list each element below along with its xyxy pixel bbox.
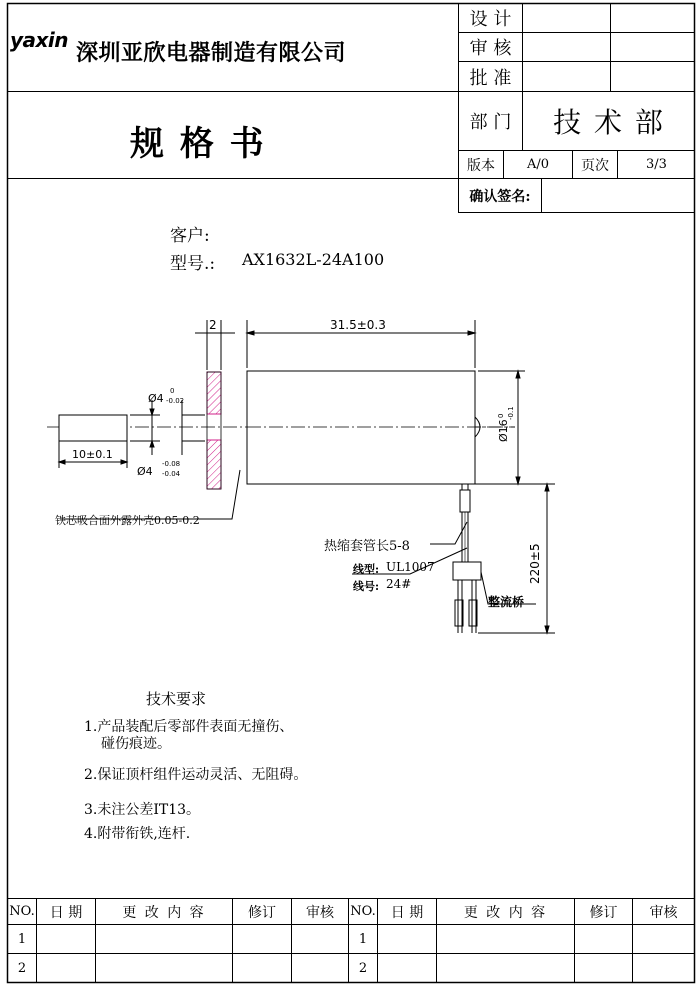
dim-body-length: 31.5±0.3 — [330, 318, 386, 332]
rev-header-revised-right: 修订 — [589, 904, 618, 921]
rev-header-reviewed-left: 审核 — [306, 904, 334, 921]
dim-hole-dia-tol-upper: -0.08 — [162, 460, 181, 468]
approval-approve-label: 批 准 — [469, 67, 512, 89]
dim-plunger-dia-tol-lower: -0.02 — [166, 397, 185, 405]
model-label: 型号.: — [170, 254, 216, 274]
wire-type-value: UL1007 — [386, 560, 435, 574]
rev-header-reviewed-right: 审核 — [649, 904, 678, 921]
version-label: 版本 — [467, 157, 495, 174]
rev-header-no-left: NO. — [9, 904, 35, 919]
wire-gauge-value: 24# — [386, 577, 412, 591]
rev-header-date-right: 日 期 — [390, 904, 424, 921]
requirements-title: 技术要求 — [146, 690, 207, 708]
customer-label: 客户: — [170, 226, 210, 246]
dim-plate-thickness: 2 — [209, 318, 217, 332]
rev-header-content-left: 更 改 内 容 — [122, 904, 206, 921]
dim-hole-dia-tol-lower: -0.04 — [162, 470, 181, 478]
rev-header-no-right: NO. — [350, 904, 376, 919]
page-label: 页次 — [581, 157, 609, 174]
rev-row-no-right-1: 1 — [358, 931, 368, 947]
dim-body-dia: Ø16 — [497, 419, 510, 442]
approval-review-label: 审 核 — [469, 38, 512, 59]
page-value: 3/3 — [646, 157, 667, 172]
company-logo: yaxin — [10, 28, 69, 52]
rev-row-no-right-2: 2 — [358, 960, 368, 976]
requirement-item-1-cont: 碰伤痕迹。 — [101, 736, 171, 752]
rev-header-content-right: 更 改 内 容 — [463, 904, 548, 921]
note-heat-shrink: 热缩套管长5-8 — [324, 539, 410, 554]
confirm-signature-label: 确认签名: — [469, 188, 531, 205]
dim-body-dia-tol-upper: 0 — [497, 413, 505, 418]
requirement-item-1: 1.产品装配后零部件表面无撞伤、 — [84, 719, 294, 735]
dim-plunger-dia: Ø4 — [148, 392, 164, 405]
dim-body-dia-tol-lower: -0.1 — [507, 406, 515, 420]
requirement-item-4: 4.附带衔铁,连杆. — [84, 826, 191, 842]
rev-header-date-left: 日 期 — [49, 904, 83, 921]
dim-plunger-dia-tol-upper: 0 — [170, 387, 175, 395]
note-core-exposure: 铁芯吸合面外露外壳0.05-0.2 — [55, 514, 200, 527]
dim-hole-dia: Ø4 — [137, 465, 153, 478]
dim-lead-length: 220±5 — [528, 543, 542, 584]
rev-row-no-left-1: 1 — [17, 931, 27, 947]
rev-header-revised-left: 修订 — [248, 904, 276, 921]
wire-gauge-label: 线号: — [353, 580, 380, 593]
rectifier-bridge-label: 整流桥 — [488, 595, 525, 609]
document-title: 规 格 书 — [130, 124, 266, 164]
dept-value: 技 术 部 — [553, 106, 665, 139]
confirm-signature-field[interactable] — [542, 179, 695, 212]
company-name: 深圳亚欣电器制造有限公司 — [76, 40, 347, 66]
version-value: A/0 — [526, 157, 550, 172]
rev-row-no-left-2: 2 — [17, 960, 27, 976]
requirement-item-3: 3.未注公差IT13。 — [84, 802, 201, 818]
wire-type-label: 线型: — [353, 563, 380, 576]
requirement-item-2: 2.保证顶杆组件运动灵活、无阻碍。 — [84, 767, 308, 783]
model-value: AX1632L-24A100 — [242, 250, 385, 269]
dept-label: 部 门 — [469, 112, 512, 133]
approval-design-label: 设 计 — [469, 9, 512, 30]
dim-plunger-length: 10±0.1 — [72, 448, 113, 461]
